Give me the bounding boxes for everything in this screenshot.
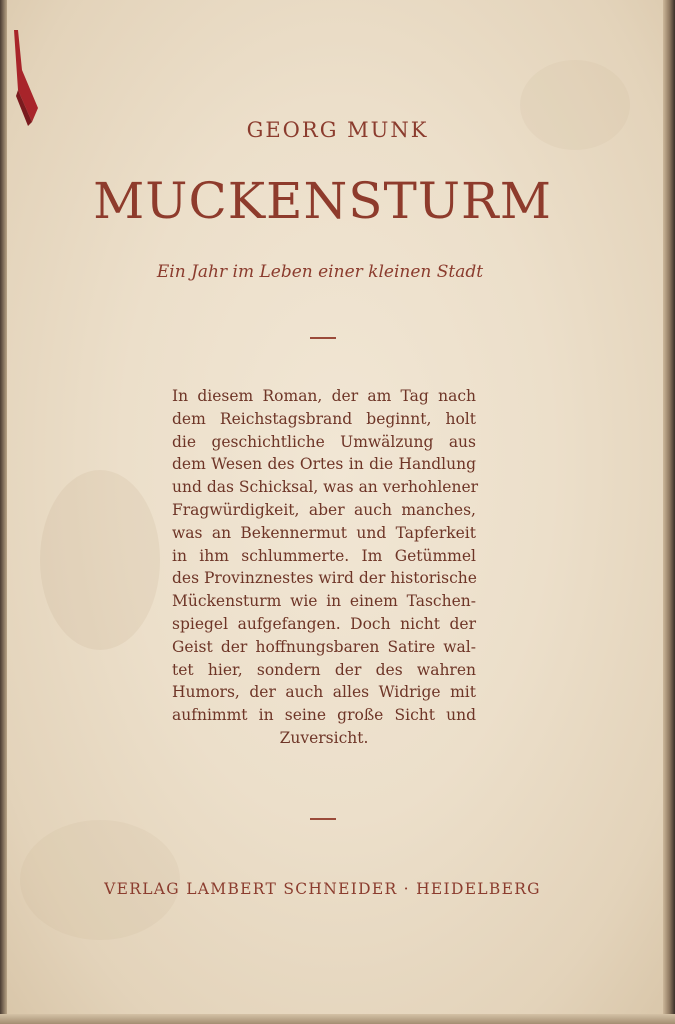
blurb-line: des Provinznestes wird der historische	[172, 569, 477, 588]
publisher-imprint: VERLAG LAMBERT SCHNEIDER · HEIDELBERG	[104, 880, 541, 898]
book-subtitle: Ein Jahr im Leben einer kleinen Stadt	[156, 262, 484, 282]
cover-bottom-edge	[0, 1014, 675, 1024]
book-title: MUCKENSTURM	[93, 172, 552, 230]
blurb-line: Fragwürdigkeit, aber auch manches,	[172, 500, 476, 519]
blurb-text	[172, 385, 479, 750]
blurb-line: spiegel aufgefangen. Doch nicht der	[172, 614, 476, 633]
blurb-line: dem Wesen des Ortes in die Handlung	[172, 455, 476, 474]
cover-left-edge	[0, 0, 7, 1024]
blurb-line: und das Schicksal, was an verhohlener	[172, 478, 479, 497]
divider-rule	[310, 337, 336, 339]
blurb-line: was an Bekennermut und Tapferkeit	[172, 523, 476, 542]
blurb-line: Geist der hoffnungsbaren Satire wal-	[172, 637, 476, 656]
blurb-line: In diesem Roman, der am Tag nach	[172, 387, 476, 405]
paper-stain	[40, 470, 160, 650]
blurb-line: in ihm schlummerte. Im Getümmel	[172, 546, 476, 565]
blurb-line: die geschichtliche Umwälzung aus	[172, 432, 476, 451]
blurb-line: aufnimmt in seine große Sicht und	[172, 706, 476, 725]
blurb-line: tet hier, sondern der des wahren	[172, 660, 476, 679]
author-name: GEORG MUNK	[246, 118, 429, 142]
divider-rule	[310, 818, 336, 820]
blurb-line: Mückensturm wie in einem Taschen-	[172, 592, 476, 611]
cover-right-edge	[663, 0, 675, 1024]
blurb-line: dem Reichstagsbrand beginnt, holt	[172, 409, 476, 428]
blurb-line: Zuversicht.	[279, 728, 369, 747]
blurb-line: Humors, der auch alles Widrige mit	[172, 683, 476, 702]
